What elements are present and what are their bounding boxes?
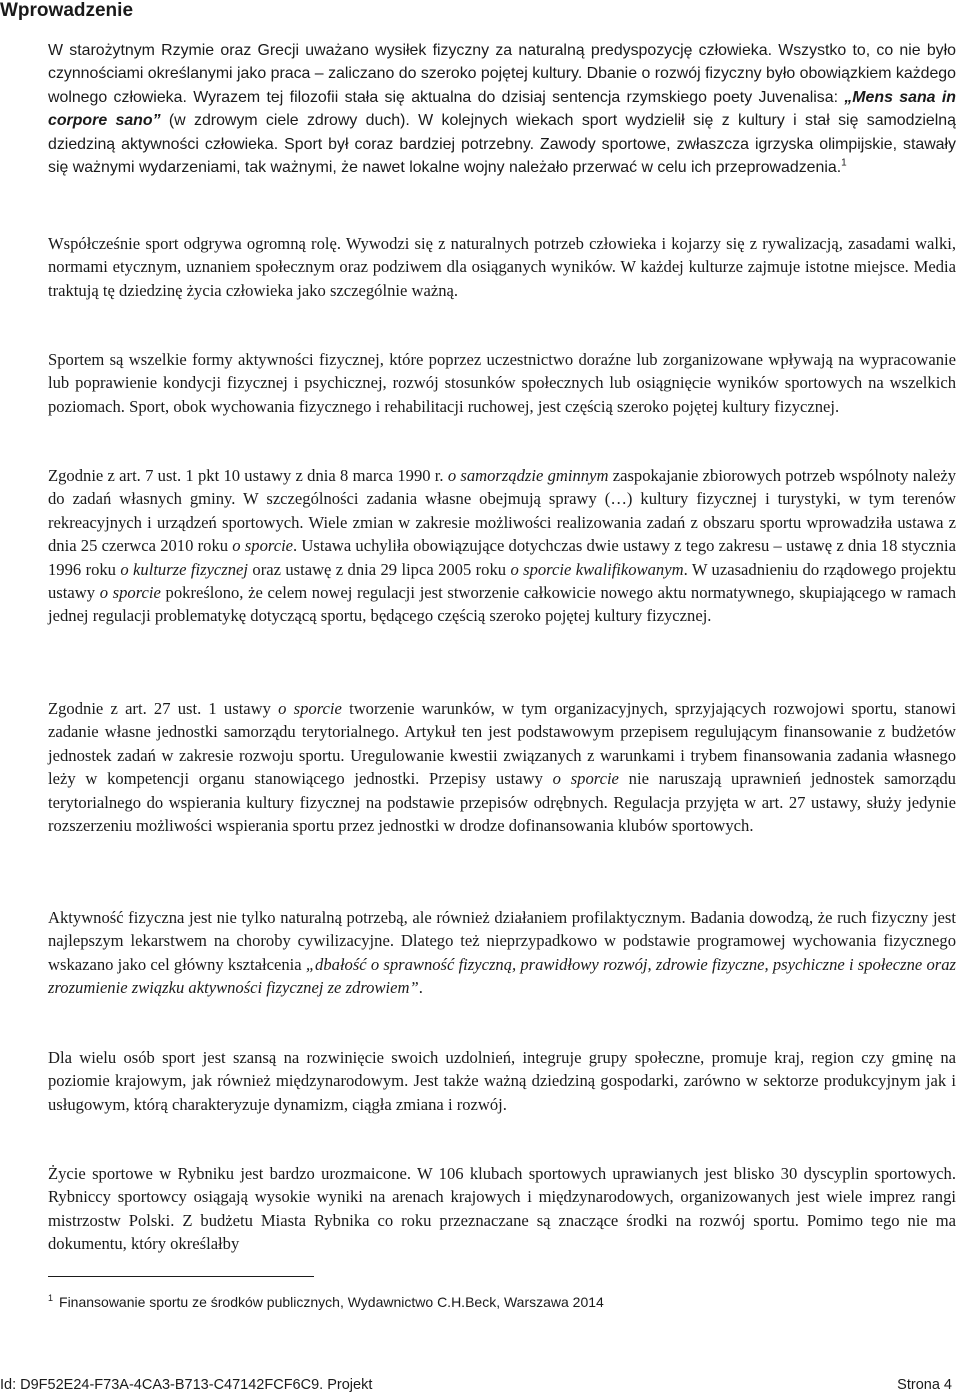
paragraph-modern-sport: Współcześnie sport odgrywa ogromną rolę. Wywodzi się z naturalnych potrzeb człowieka i kojarzy się z rywalizacją, zasadami walki, normami etycznym, uznaniem społecznym oraz podziwem dla osiąganych wyników. W każdej kulturze zajmuje istotne miejsce. Media traktują tę dziedzinę życia człowieka jako szczególnie ważną. <box>48 234 956 300</box>
paragraph-text: nie naruszają uprawnień jednostek samorządu terytorialnego do wspierania kultury fizycznej na podstawie przepisów odrębnych. Regulacja przyjęta w art. 27 ustawy, służy jedynie rozszerzeniu możliwości wspierania sportu przez jednostki w drodze dofinansowania klubów sportowych. <box>48 769 956 836</box>
paragraph-text: . Ustawa uchyliła obowiązujące dotychczas dwie ustawy z tego zakresu – ustawę z dnia 18 stycznia 1996 roku <box>48 536 956 579</box>
law-title: o kulturze fizycznej <box>120 559 249 579</box>
law-title: o sporcie <box>99 583 161 603</box>
law-title: o samorządzie gminnym <box>447 466 609 485</box>
paragraph-text: . <box>418 978 423 998</box>
paragraph-antiquity <box>48 39 956 179</box>
page-number: Strona 4 <box>897 1377 952 1393</box>
document-id: Id: D9F52E24-F73A-4CA3-B713-C47142FCF6C9. Projekt <box>0 1377 373 1393</box>
footnote <box>48 1292 604 1312</box>
paragraph-text: . W uzasadnieniu do rządowego projektu ustawy <box>48 559 957 603</box>
paragraph-commune-law <box>48 464 956 628</box>
latin-motto: „Mens sana in corpore sano” <box>48 88 956 130</box>
footnote-reference[interactable]: 1 <box>841 157 847 169</box>
paragraph-sport-opportunity: Dla wielu osób sport jest szansą na rozwinięcie swoich uzdolnień, integruje grupy społeczne, promuje kraj, region czy gminę na poziomie krajowym, jak również międzynarodowym. Jest także ważną dziedziną gospodarki, zarówno w sektorze produkcyjnym jak i usługowym, którą charakteryzuje dynamizm, ciągła zmiana i rozwój. <box>48 1048 956 1114</box>
paragraph-sport-definition: Sportem są wszelkie formy aktywności fizycznej, które poprzez uczestnictwo doraźne lub zorganizowane wpływają na wypracowanie lub poprawienie kondycji fizycznej i psychicznej, rozwój stosunków społecznych lub osiągnięcie wyników sportowych na wszelkich poziomach. Sport, obok wychowania fizycznego i rehabilitacji ruchowej, jest częścią szeroko pojętej kultury fizycznej. <box>48 350 956 416</box>
paragraph-text: Aktywność fizyczna jest nie tylko naturalną potrzebą, ale również działaniem profilaktycznym. Badania dowodzą, że ruch fizyczny jest najlepszym lekarstwem na choroby cywilizacyjne. Dlatego też nieprzypadkowo w podstawie programowej wychowania fizycznego wskazano jako cel główny kształcenia <box>48 908 956 974</box>
section-heading: Wprowadzenie <box>0 0 134 21</box>
paragraph-text: Zgodnie z art. 27 ust. 1 ustawy <box>48 699 279 718</box>
paragraph-text: pokreślono, że celem nowej regulacji jest stworzenie całkowicie nowego aktu normatywnego, skupiającego w ramach jednej regulacji problematykę dotyczącą sportu, będącego częścią szeroko pojętej kultury fizycznej. <box>48 583 957 626</box>
paragraph-text: (w zdrowym ciele zdrowy duch). W kolejnych wiekach sport wydzielił się z kultury i stał się samodzielną dziedziną aktywności człowieka. Sport był coraz bardziej potrzebny. Zawody sportowe, zwłaszcza igrzyska olimpijskie, stawały się ważnymi wydarzeniami, tak ważnymi, że nawet lokalne wojny należało przerwać w celu ich przeprowadzenia. <box>48 112 956 177</box>
paragraph-text: zaspokajanie zbiorowych potrzeb wspólnoty należy do zadań własnych gminy. W szczególności zadania własne obejmują sprawy (…) kultury fizycznej i turystyki, w tym terenów rekreacyjnych i urządzeń sportowych. Wiele zmian w zakresie możliwości realizowania zadań z obszaru sportu wprowadziła ustawa z dnia 25 czerwca 2010 roku <box>48 466 956 556</box>
paragraph-physical-activity <box>48 906 956 1000</box>
paragraph-text: W starożytnym Rzymie oraz Grecji uważano wysiłek fizyczny za naturalną predyspozycję człowieka. Wszystko to, co nie było czynnościami określanymi jako praca – zaliczano do szeroko pojętej kultury. Dbanie o rozwój fizyczny było obowiązkiem każdego wolnego człowieka. Wyrazem tej filozofii stała się aktualna do dzisiaj sentencja rzymskiego poety Juvenalisa: <box>48 42 956 106</box>
footnote-text: Finansowanie sportu ze środków publicznych, Wydawnictwo C.H.Beck, Warszawa 2014 <box>59 1294 604 1310</box>
law-title: o sporcie <box>278 699 342 718</box>
footnote-separator <box>48 1276 314 1277</box>
law-title: o sporcie <box>232 536 294 556</box>
footnote-number: 1 <box>48 1293 54 1304</box>
law-title: o sporcie kwalifikowanym <box>510 559 684 579</box>
curriculum-quote: „dbałość o sprawność fizyczną, prawidłowy rozwój, zdrowie fizyczne, psychiczne i społeczne oraz zrozumienie związku aktywności fizycznej ze zdrowiem” <box>48 954 956 998</box>
paragraph-rybnik-sport: Życie sportowe w Rybniku jest bardzo urozmaicone. W 106 klubach sportowych uprawianych jest blisko 30 dyscyplin sportowych. Rybniccy sportowcy osiągają wysokie wyniki na arenach krajowych i międzynarodowych, organizowanych jest wiele imprez rangi mistrzostw Polski. Z budżetu Miasta Rybnika co roku przeznaczane są znaczące środki na rozwój sportu. Pomimo tego nie ma dokumentu, który określałby <box>48 1164 956 1254</box>
paragraph-text: tworzenie warunków, w tym organizacyjnych, sprzyjających rozwojowi sportu, stanowi zadanie własne jednostki samorządu terytorialnego. Artykuł ten jest podstawowym przepisem regulującym finansowanie z budżetów jednostek zadań w zakresie rozwoju sportu. Uregulowanie kwestii związanych z warunkami i trybem finansowania zadania własnego leży w kompetencji organu stanowiącego jednostki. Przepisy ustawy <box>48 699 956 789</box>
paragraph-text: Zgodnie z art. 7 ust. 1 pkt 10 ustawy z dnia 8 marca 1990 r. <box>48 466 448 485</box>
paragraph-text: oraz ustawę z dnia 29 lipca 2005 roku <box>248 559 511 579</box>
law-title: o sporcie <box>552 769 619 789</box>
paragraph-article-27 <box>48 697 956 837</box>
